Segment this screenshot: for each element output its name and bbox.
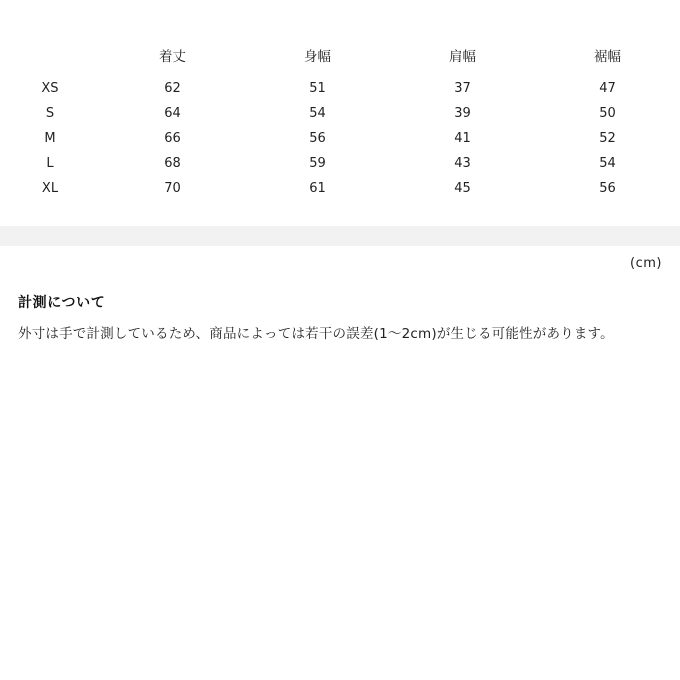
cell-value: 51 [309, 81, 326, 96]
table-row [0, 151, 680, 176]
cell-value: 68 [164, 156, 181, 171]
cell-value: 62 [164, 81, 181, 96]
cell-value: 64 [164, 106, 181, 121]
cell-value: 61 [309, 181, 326, 196]
row-header-size: XL [41, 181, 59, 196]
table-row [0, 176, 680, 201]
row-header-size: XS [41, 81, 59, 96]
cell-value: 70 [164, 181, 181, 196]
cell-value: 59 [309, 156, 326, 171]
size-table [0, 40, 680, 201]
table-corner-cell [0, 40, 100, 76]
cell-value: 52 [599, 131, 616, 146]
table-header [0, 40, 680, 76]
table-row [0, 126, 680, 151]
cell-value: 39 [454, 106, 471, 121]
column-header-katahaba: 肩幅 [449, 49, 476, 65]
cell-value: 37 [454, 81, 471, 96]
cell-value: 54 [309, 106, 326, 121]
row-header-size: M [44, 131, 56, 146]
unit-label: (cm) [630, 256, 662, 271]
cell-value: 56 [599, 181, 616, 196]
column-header-kitake: 着丈 [159, 49, 186, 65]
cell-value: 54 [599, 156, 616, 171]
cell-value: 56 [309, 131, 326, 146]
cell-value: 45 [454, 181, 471, 196]
cell-value: 43 [454, 156, 471, 171]
column-header-susohaba: 裾幅 [594, 49, 621, 65]
cell-value: 66 [164, 131, 181, 146]
table-footer-band [0, 226, 680, 246]
notes-title: 計測について [18, 295, 106, 311]
table-row [0, 76, 680, 101]
measurement-notes [18, 292, 668, 346]
table-row [0, 101, 680, 126]
table-body [0, 76, 680, 201]
row-header-size: S [45, 106, 55, 121]
notes-body: 外寸は手で計測しているため、商品によっては若干の誤差(1〜2cm)が生じる可能性があります。 [18, 326, 614, 342]
column-header-mihaba: 身幅 [304, 49, 331, 65]
row-header-size: L [46, 156, 54, 171]
cell-value: 41 [454, 131, 471, 146]
cell-value: 47 [599, 81, 616, 96]
table-header-row [0, 40, 680, 76]
cell-value: 50 [599, 106, 616, 121]
